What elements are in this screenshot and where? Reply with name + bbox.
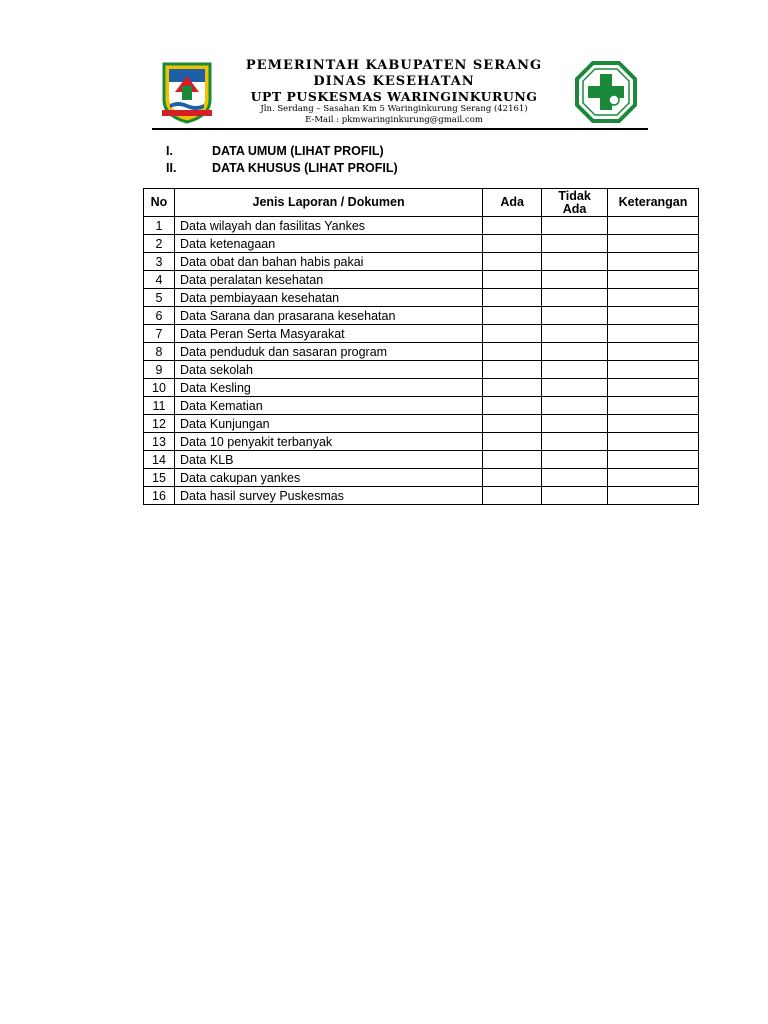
- row-keterangan-cell: [608, 289, 699, 307]
- header-name: Jenis Laporan / Dokumen: [174, 189, 482, 217]
- row-document-name: Data wilayah dan fasilitas Yankes: [174, 217, 482, 235]
- row-keterangan-cell: [608, 415, 699, 433]
- row-number: 16: [144, 487, 175, 505]
- row-document-name: Data pembiayaan kesehatan: [174, 289, 482, 307]
- row-document-name: Data cakupan yankes: [174, 469, 482, 487]
- section-item: [166, 143, 398, 160]
- row-tidak-ada-cell: [542, 361, 608, 379]
- row-ada-cell: [483, 253, 542, 271]
- section-title: DATA KHUSUS (LIHAT PROFIL): [212, 161, 398, 175]
- row-keterangan-cell: [608, 253, 699, 271]
- row-keterangan-cell: [608, 271, 699, 289]
- row-document-name: Data 10 penyakit terbanyak: [174, 433, 482, 451]
- row-ada-cell: [483, 271, 542, 289]
- row-ada-cell: [483, 487, 542, 505]
- row-tidak-ada-cell: [542, 397, 608, 415]
- row-tidak-ada-cell: [542, 433, 608, 451]
- table-row: [144, 379, 699, 397]
- table-row: [144, 343, 699, 361]
- row-ada-cell: [483, 415, 542, 433]
- header-no: No: [144, 189, 175, 217]
- row-document-name: Data Peran Serta Masyarakat: [174, 325, 482, 343]
- header-tidak-ada-line2: Ada: [562, 201, 587, 216]
- row-tidak-ada-cell: [542, 343, 608, 361]
- table-header-row: [144, 189, 699, 217]
- row-document-name: Data Kesling: [174, 379, 482, 397]
- table-row: [144, 325, 699, 343]
- section-number: II.: [166, 161, 177, 175]
- table-row: [144, 235, 699, 253]
- row-number: 2: [144, 235, 175, 253]
- row-ada-cell: [483, 325, 542, 343]
- row-ada-cell: [483, 397, 542, 415]
- row-document-name: Data sekolah: [174, 361, 482, 379]
- header-tidak-ada-line1: Tidak: [558, 188, 591, 203]
- row-ada-cell: [483, 343, 542, 361]
- row-number: 10: [144, 379, 175, 397]
- row-number: 6: [144, 307, 175, 325]
- row-number: 5: [144, 289, 175, 307]
- table-row: [144, 433, 699, 451]
- section-item: [166, 160, 398, 177]
- row-ada-cell: [483, 379, 542, 397]
- row-ada-cell: [483, 361, 542, 379]
- table-row: [144, 397, 699, 415]
- row-tidak-ada-cell: [542, 415, 608, 433]
- table-row: [144, 487, 699, 505]
- table-row: [144, 415, 699, 433]
- row-tidak-ada-cell: [542, 469, 608, 487]
- row-keterangan-cell: [608, 307, 699, 325]
- table-row: [144, 307, 699, 325]
- row-number: 1: [144, 217, 175, 235]
- row-number: 14: [144, 451, 175, 469]
- row-document-name: Data peralatan kesehatan: [174, 271, 482, 289]
- row-document-name: Data KLB: [174, 451, 482, 469]
- row-document-name: Data Sarana dan prasarana kesehatan: [174, 307, 482, 325]
- header-tidak-ada: [542, 189, 608, 217]
- header-rule: [152, 128, 648, 130]
- table-row: [144, 361, 699, 379]
- row-keterangan-cell: [608, 397, 699, 415]
- row-document-name: Data hasil survey Puskesmas: [174, 487, 482, 505]
- serang-regency-emblem-icon: [160, 60, 214, 124]
- section-number: I.: [166, 144, 173, 158]
- row-number: 8: [144, 343, 175, 361]
- table-row: [144, 271, 699, 289]
- row-document-name: Data penduduk dan sasaran program: [174, 343, 482, 361]
- row-ada-cell: [483, 451, 542, 469]
- puskesmas-cross-icon: [574, 60, 638, 124]
- email: E-Mail : pkmwaringinkurung@gmail.com: [305, 115, 483, 125]
- row-tidak-ada-cell: [542, 487, 608, 505]
- row-keterangan-cell: [608, 451, 699, 469]
- row-tidak-ada-cell: [542, 271, 608, 289]
- row-tidak-ada-cell: [542, 235, 608, 253]
- row-number: 11: [144, 397, 175, 415]
- row-ada-cell: [483, 289, 542, 307]
- row-number: 4: [144, 271, 175, 289]
- row-tidak-ada-cell: [542, 253, 608, 271]
- row-tidak-ada-cell: [542, 307, 608, 325]
- row-keterangan-cell: [608, 379, 699, 397]
- row-document-name: Data Kematian: [174, 397, 482, 415]
- row-ada-cell: [483, 235, 542, 253]
- row-document-name: Data Kunjungan: [174, 415, 482, 433]
- row-tidak-ada-cell: [542, 379, 608, 397]
- row-keterangan-cell: [608, 217, 699, 235]
- row-tidak-ada-cell: [542, 451, 608, 469]
- letterhead: [152, 52, 648, 130]
- row-tidak-ada-cell: [542, 325, 608, 343]
- table-row: [144, 289, 699, 307]
- row-number: 3: [144, 253, 175, 271]
- row-number: 13: [144, 433, 175, 451]
- row-ada-cell: [483, 469, 542, 487]
- table-row: [144, 469, 699, 487]
- section-title: DATA UMUM (LIHAT PROFIL): [212, 144, 384, 158]
- table-row: [144, 451, 699, 469]
- row-document-name: Data ketenagaan: [174, 235, 482, 253]
- address: Jln. Serdang – Sasahan Km 5 Waringinkurung Serang (42161): [260, 104, 528, 114]
- row-keterangan-cell: [608, 235, 699, 253]
- table-row: [144, 217, 699, 235]
- table-row: [144, 253, 699, 271]
- row-document-name: Data obat dan bahan habis pakai: [174, 253, 482, 271]
- row-number: 12: [144, 415, 175, 433]
- row-ada-cell: [483, 217, 542, 235]
- row-keterangan-cell: [608, 469, 699, 487]
- report-table: [143, 188, 699, 505]
- agency-title: DINAS KESEHATAN: [313, 74, 475, 89]
- row-keterangan-cell: [608, 487, 699, 505]
- facility-title: UPT PUSKESMAS WARINGINKURUNG: [250, 89, 538, 104]
- section-list: [166, 143, 398, 177]
- government-title: PEMERINTAH KABUPATEN SERANG: [245, 58, 543, 73]
- row-ada-cell: [483, 433, 542, 451]
- header-ada: Ada: [483, 189, 542, 217]
- row-tidak-ada-cell: [542, 289, 608, 307]
- row-number: 9: [144, 361, 175, 379]
- row-number: 7: [144, 325, 175, 343]
- row-keterangan-cell: [608, 325, 699, 343]
- row-ada-cell: [483, 307, 542, 325]
- row-tidak-ada-cell: [542, 217, 608, 235]
- header-keterangan: Keterangan: [608, 189, 699, 217]
- row-keterangan-cell: [608, 433, 699, 451]
- row-keterangan-cell: [608, 361, 699, 379]
- row-number: 15: [144, 469, 175, 487]
- row-keterangan-cell: [608, 343, 699, 361]
